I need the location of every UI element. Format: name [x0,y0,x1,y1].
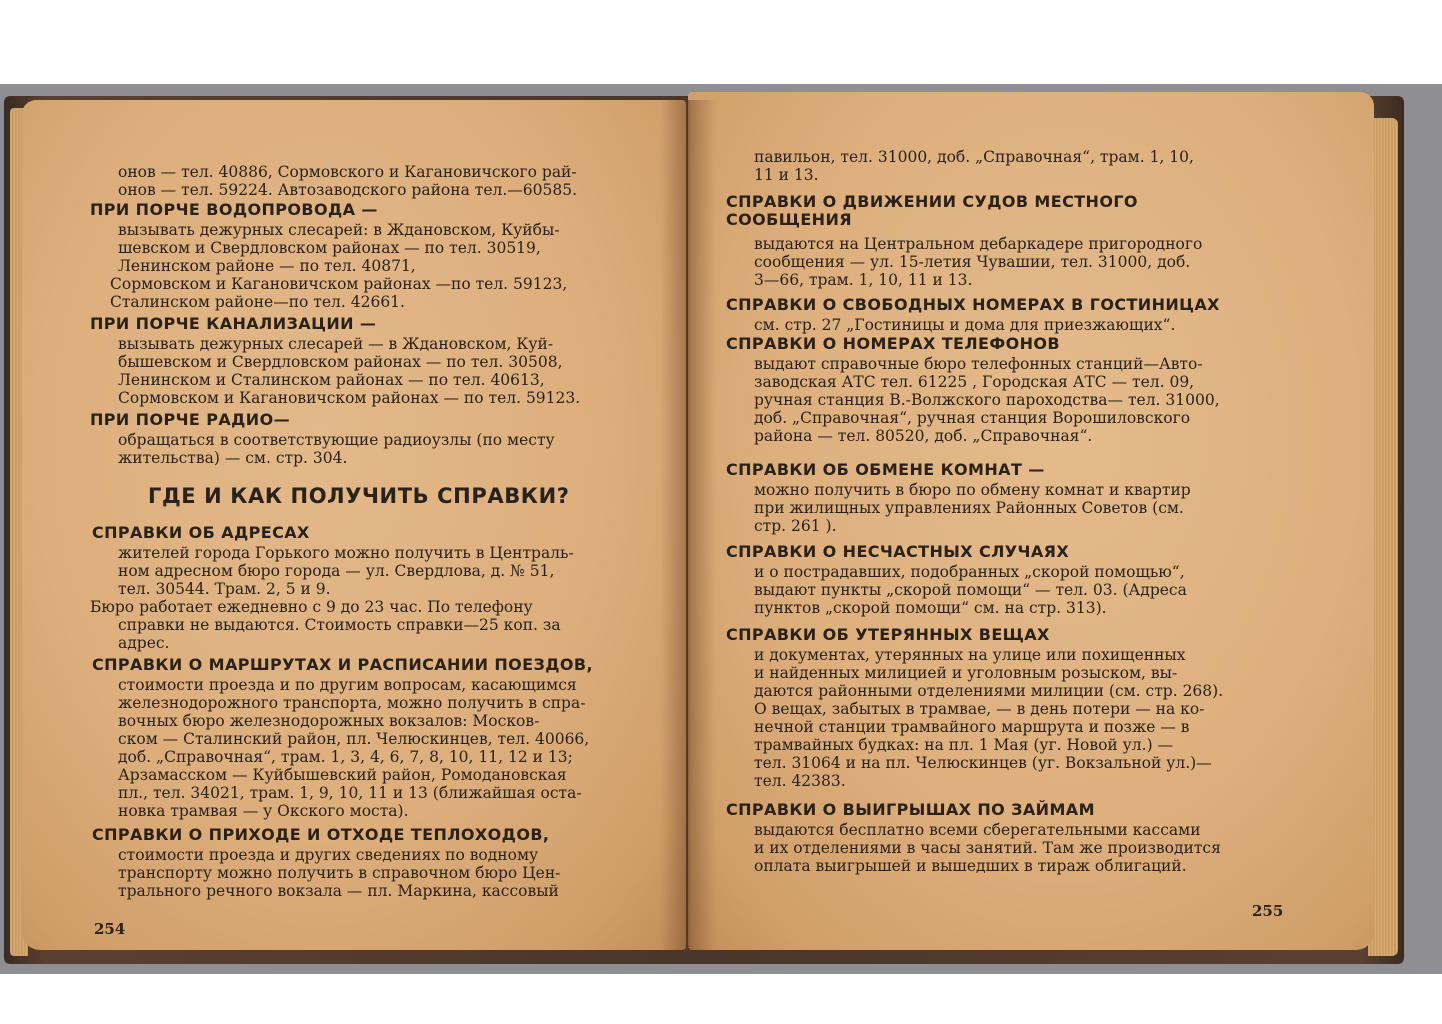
text-line: онов — тел. 59224. Автозаводского района тел.—60585. [118,181,578,199]
text-line: даются районными отделениями милиции (см. стр. 268). [754,682,1224,700]
section-heading: СПРАВКИ О НЕСЧАСТНЫХ СЛУЧАЯХ [726,542,1070,561]
text-line: выдают пункты „скорой помощи“ — тел. 03. (Адреса [754,581,1187,599]
section-heading: СПРАВКИ О ДВИЖЕНИИ СУДОВ МЕСТНОГО [726,192,1138,211]
section-heading: СПРАВКИ ОБ УТЕРЯННЫХ ВЕЩАХ [726,625,1050,644]
text-line: транспорту можно получить в справочном бюро Цен- [118,864,561,882]
text-line: железнодорожного транспорта, можно получить в спра- [118,694,586,712]
text-line: трамвайных будках: на пл. 1 Мая (уг. Новой ул.) — [754,736,1174,754]
book-gutter [660,100,716,950]
text-line: сообщения — ул. 15-летия Чувашии, тел. 31000, доб. [754,253,1191,271]
text-line: и найденных милицией и уголовным розыском, вы- [754,664,1178,682]
text-line: О вещах, забытых в трамвае, — в день потери — на ко- [754,700,1205,718]
text-line: жительства) — см. стр. 304. [118,449,348,467]
text-line: тел. 31064 и на пл. Челюскинцев (уг. Вокзальной ул.)— [754,754,1212,772]
text-line: 3—66, трам. 1, 10, 11 и 13. [754,271,973,289]
text-line: района — тел. 80520, доб. „Справочная“. [754,427,1093,445]
text-line: и о пострадавших, подобранных „скорой помощью“, [754,563,1185,581]
text-line: тел. 42383. [754,772,846,790]
text-line: стр. 261 ). [754,517,837,535]
text-line: ском — Сталинский район, пл. Челюскинцев, тел. 40066, [118,730,590,748]
text-line: Сормовском и Кагановичском районах —по тел. 59123, [110,275,568,293]
text-line: трального речного вокзала — пл. Маркина, кассовый [118,882,559,900]
text-line: доб. „Справочная“, трам. 1, 3, 4, 6, 7, 8, 10, 11, 12 и 13; [118,748,573,766]
section-heading: СПРАВКИ О МАРШРУТАХ И РАСПИСАНИИ ПОЕЗДОВ, [92,655,593,674]
text-line: вочных бюро железнодорожных вокзалов: Москов- [118,712,540,730]
page-title: ГДЕ И КАК ПОЛУЧИТЬ СПРАВКИ? [148,484,570,508]
text-line: можно получить в бюро по обмену комнат и квартир [754,481,1191,499]
section-heading: ПРИ ПОРЧЕ ВОДОПРОВОДА — [90,200,378,219]
text-line: Сормовском и Кагановичском районах — по тел. 59123. [118,389,581,407]
text-line: пл., тел. 34021, трам. 1, 9, 10, 11 и 13 (ближайшая оста- [118,784,582,802]
text-line: Ленинском и Сталинском районах — по тел. 40613, [118,371,545,389]
text-line: онов — тел. 40886, Сормовского и Кагановичского рай- [118,163,577,181]
text-line: Сталинском районе—по тел. 42661. [110,293,405,311]
text-line: выдаются на Центральном дебаркадере пригородного [754,235,1203,253]
text-line: бышевском и Свердловском районах — по тел. 30508, [118,353,563,371]
section-heading: ПРИ ПОРЧЕ КАНАЛИЗАЦИИ — [90,314,377,333]
text-line: новка трамвая — у Окского моста). [118,802,409,820]
text-line: Ленинском районе — по тел. 40871, [118,257,416,275]
text-line: стоимости проезда и других сведениях по водному [118,846,539,864]
section-heading: СООБЩЕНИЯ [726,210,852,229]
text-line: и документах, утерянных на улице или похищенных [754,646,1186,664]
text-line: шевском и Свердловском районах — по тел. 30519, [118,239,541,257]
page-number: 254 [94,920,126,938]
text-line: вызывать дежурных слесарей: в Ждановском, Куйбы- [118,221,560,239]
text-line: Бюро работает ежедневно с 9 до 23 час. По телефону [90,598,533,616]
right-page [688,92,1374,950]
section-heading: СПРАВКИ О СВОБОДНЫХ НОМЕРАХ В ГОСТИНИЦАХ [726,295,1220,314]
section-heading: ПРИ ПОРЧЕ РАДИО— [90,410,290,429]
text-line: павильон, тел. 31000, доб. „Справочная“, трам. 1, 10, [754,148,1194,166]
text-line: ручная станция В.-Волжского пароходства— тел. 31000, [754,391,1220,409]
text-line: нечной станции трамвайного маршрута и позже — в [754,718,1190,736]
section-heading: СПРАВКИ ОБ ОБМЕНЕ КОМНАТ — [726,460,1045,479]
text-line: пунктов „скорой помощи“ см. на стр. 313). [754,599,1107,617]
text-line: ном адресном бюро города — ул. Свердлова, д. № 51, [118,562,555,580]
text-line: справки не выдаются. Стоимость справки—25 коп. за [118,616,561,634]
text-line: при жилищных управлениях Районных Советов (см. [754,499,1184,517]
text-line: адрес. [118,634,170,652]
text-line: доб. „Справочная“, ручная станция Ворошиловского [754,409,1191,427]
text-line: вызывать дежурных слесарей — в Ждановском, Куй- [118,335,554,353]
text-line: тел. 30544. Трам. 2, 5 и 9. [118,580,331,598]
page-number: 255 [1252,902,1284,920]
section-heading: СПРАВКИ ОБ АДРЕСАХ [92,523,310,542]
text-line: Арзамасском — Куйбышевский район, Ромодановская [118,766,567,784]
text-line: 11 и 13. [754,166,819,184]
text-line: выдают справочные бюро телефонных станций—Авто- [754,355,1203,373]
text-line: заводская АТС тел. 61225 , Городская АТС — тел. 09, [754,373,1195,391]
left-page [22,100,686,950]
section-heading: СПРАВКИ О ВЫИГРЫШАХ ПО ЗАЙМАМ [726,800,1095,819]
text-line: стоимости проезда и по другим вопросам, касающимся [118,676,577,694]
text-line: и их отделениями в часы занятий. Там же производится [754,839,1221,857]
text-line: обращаться в соответствующие радиоузлы (по месту [118,431,555,449]
text-line: см. стр. 27 „Гостиницы и дома для приезжающих“. [754,316,1176,334]
section-heading: СПРАВКИ О НОМЕРАХ ТЕЛЕФОНОВ [726,334,1061,353]
text-line: жителей города Горького можно получить в Централь- [118,544,574,562]
text-line: оплата выигрышей и вышедших в тираж облигаций. [754,857,1187,875]
text-line: выдаются бесплатно всеми сберегательными кассами [754,821,1201,839]
section-heading: СПРАВКИ О ПРИХОДЕ И ОТХОДЕ ТЕПЛОХОДОВ, [92,825,550,844]
